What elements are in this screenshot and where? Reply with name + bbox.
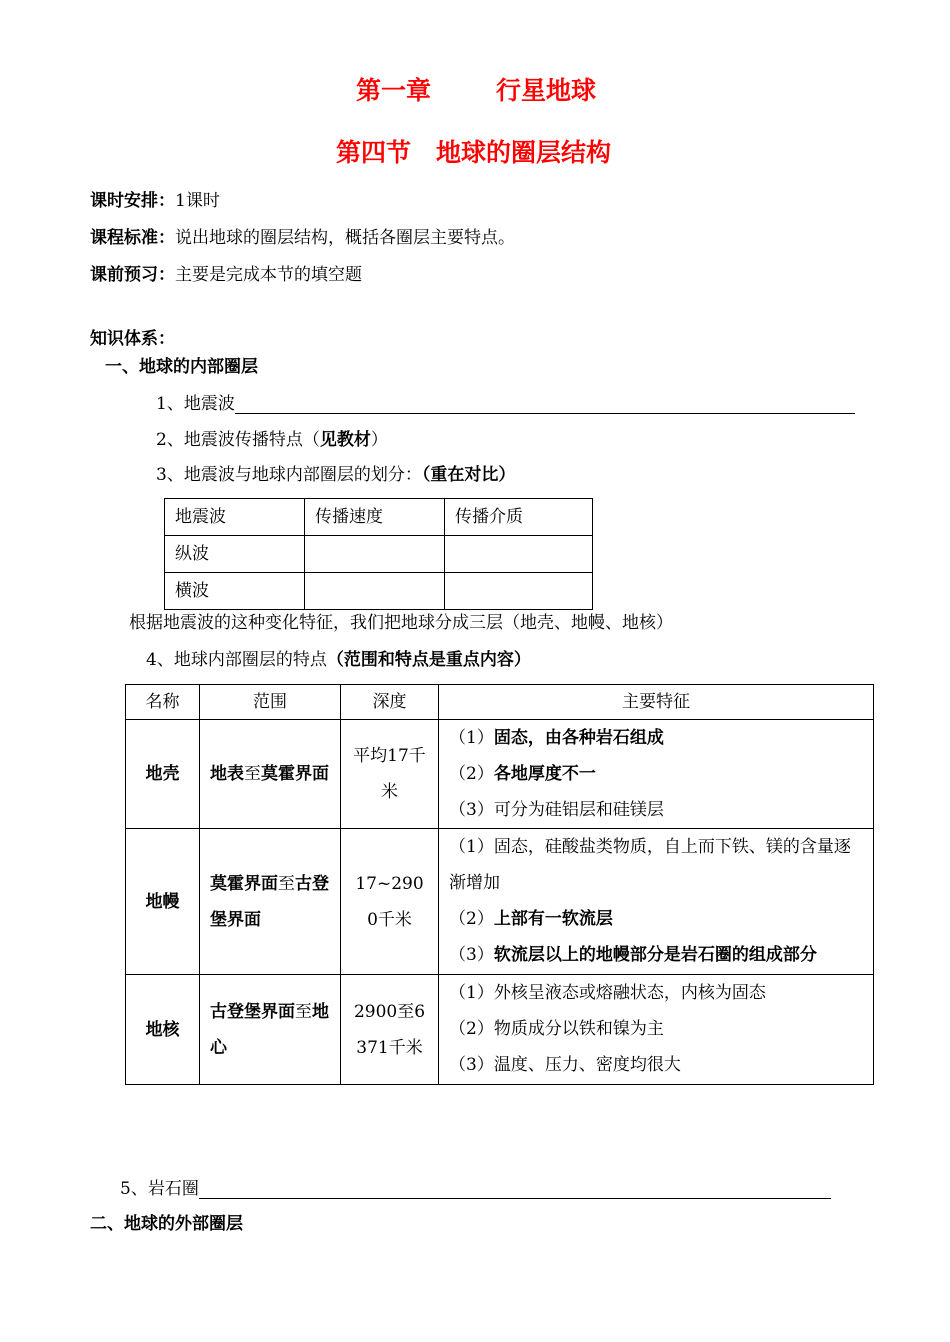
feature-number: （3） <box>449 945 494 965</box>
layer-range <box>200 975 341 1085</box>
chapter-name: 行星地球 <box>496 76 597 105</box>
feature-number: （1） <box>449 983 494 1003</box>
table-cell-blank[interactable] <box>305 573 445 610</box>
layer-depth: 2900至6371千米 <box>341 975 439 1085</box>
range-segment: 古登堡界面 <box>210 1001 295 1022</box>
layer-range <box>200 720 341 829</box>
meta-label: 课前预习： <box>90 265 175 285</box>
meta-value: 说出地球的圈层结构，概括各圈层主要特点。 <box>175 228 515 248</box>
meta-preview <box>90 265 362 285</box>
section-title: 第四节 地球的圈层结构 <box>336 138 612 167</box>
item-emphasis: （范围和特点是重点内容） <box>326 650 531 670</box>
earth-layer-table <box>125 684 874 1085</box>
feature-line <box>449 975 863 1011</box>
feature-number: （2） <box>449 764 494 784</box>
table-header-row <box>126 685 874 720</box>
range-segment: 至 <box>295 1001 312 1022</box>
feature-line <box>449 829 863 901</box>
feature-number: （1） <box>449 837 494 857</box>
layer-features <box>439 720 874 829</box>
layer-features <box>439 975 874 1085</box>
range-segment: 古登堡界面 <box>210 873 329 930</box>
meta-value: 1课时 <box>175 191 220 211</box>
feature-line <box>449 937 863 973</box>
feature-line <box>449 1011 863 1047</box>
table-header: 主要特征 <box>439 685 874 720</box>
item-division <box>156 465 515 485</box>
item-lithosphere <box>120 1179 831 1199</box>
feature-line <box>449 720 863 756</box>
table-row <box>126 975 874 1085</box>
item-emphasis: （重在对比） <box>421 465 516 485</box>
table-row <box>165 536 593 573</box>
meta-label: 课时安排： <box>90 191 175 211</box>
meta-standard <box>90 228 515 248</box>
fill-blank-lithosphere[interactable] <box>199 1181 831 1199</box>
feature-text: 固态，由各种岩石组成 <box>493 728 664 748</box>
table-cell: 纵波 <box>165 536 305 573</box>
feature-line <box>449 792 863 828</box>
table-row <box>126 720 874 829</box>
fill-blank-seismic-wave[interactable] <box>235 396 855 414</box>
range-segment: 地表 <box>210 764 244 784</box>
table-row <box>126 829 874 975</box>
feature-text: 物质成分以铁和镍为主 <box>493 1019 664 1039</box>
item-text: 3、地震波与地球内部圈层的划分： <box>156 465 422 485</box>
feature-text: 外核呈液态或熔融状态，内核为固态 <box>493 983 766 1003</box>
feature-text: 温度、压力、密度均很大 <box>493 1055 681 1075</box>
feature-number: （3） <box>449 1055 494 1075</box>
part1-heading: 一、地球的内部圈层 <box>105 357 258 377</box>
layer-note: 根据地震波的这种变化特征，我们把地球分成三层（地壳、地幔、地核） <box>129 613 673 633</box>
chapter-title: 第一章 <box>356 76 432 105</box>
range-segment: 莫霍界面 <box>261 764 329 784</box>
layer-depth: 17~2900千米 <box>341 829 439 975</box>
table-header: 名称 <box>126 685 200 720</box>
layer-range <box>200 829 341 975</box>
layer-features <box>439 829 874 975</box>
layer-name: 地壳 <box>126 720 200 829</box>
feature-number: （3） <box>449 800 494 820</box>
item-layer-features <box>146 650 531 670</box>
feature-text: 各地厚度不一 <box>493 764 596 784</box>
feature-number: （2） <box>449 909 494 929</box>
item-propagation <box>156 430 388 450</box>
table-cell: 横波 <box>165 573 305 610</box>
feature-text: 固态，硅酸盐类物质，自上而下铁、镁的含量逐渐增加 <box>449 837 851 893</box>
feature-line <box>449 756 863 792</box>
item-text: 2、地震波传播特点（ <box>156 430 320 450</box>
layer-name: 地幔 <box>126 829 200 975</box>
item-seismic-wave <box>156 394 855 414</box>
meta-schedule <box>90 191 220 211</box>
feature-line <box>449 901 863 937</box>
seismic-wave-table <box>164 498 593 610</box>
meta-label: 课程标准： <box>90 228 175 248</box>
range-segment: 地心 <box>210 1001 329 1058</box>
table-row <box>165 573 593 610</box>
layer-depth: 平均17千米 <box>341 720 439 829</box>
meta-value: 主要是完成本节的填空题 <box>175 265 362 285</box>
table-header: 范围 <box>200 685 341 720</box>
item-label: 1、地震波 <box>156 394 235 414</box>
part2-heading: 二、地球的外部圈层 <box>90 1214 243 1234</box>
table-header: 传播速度 <box>305 499 445 536</box>
table-cell-blank[interactable] <box>445 573 593 610</box>
feature-text: 可分为硅铝层和硅镁层 <box>493 800 664 820</box>
table-header-row <box>165 499 593 536</box>
range-segment: 至 <box>278 873 295 894</box>
item-text-end: ） <box>370 430 388 450</box>
layer-name: 地核 <box>126 975 200 1085</box>
feature-number: （2） <box>449 1019 494 1039</box>
range-segment: 莫霍界面 <box>210 873 278 894</box>
item-text: 4、地球内部圈层的特点 <box>146 650 327 670</box>
item-emphasis: 见教材 <box>319 430 371 450</box>
feature-text: 上部有一软流层 <box>493 909 613 929</box>
table-cell-blank[interactable] <box>305 536 445 573</box>
item-label: 5、岩石圈 <box>120 1179 199 1199</box>
range-segment: 至 <box>244 764 261 784</box>
table-header: 深度 <box>341 685 439 720</box>
feature-line <box>449 1047 863 1083</box>
table-cell-blank[interactable] <box>445 536 593 573</box>
feature-number: （1） <box>449 728 494 748</box>
feature-text: 软流层以上的地幔部分是岩石圈的组成部分 <box>493 945 817 965</box>
knowledge-heading: 知识体系： <box>90 329 175 349</box>
table-header: 传播介质 <box>445 499 593 536</box>
table-header: 地震波 <box>165 499 305 536</box>
